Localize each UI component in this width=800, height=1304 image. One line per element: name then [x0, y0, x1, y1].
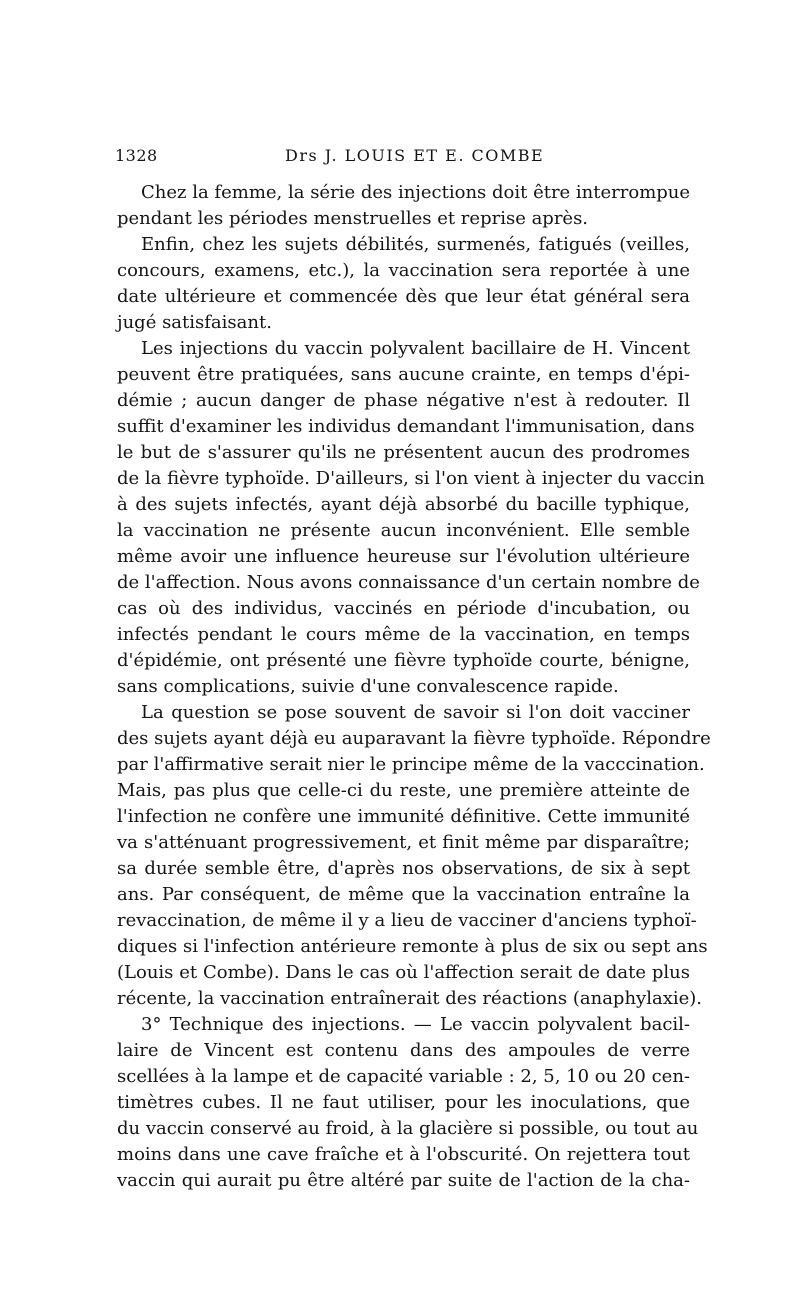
text-line: des sujets ayant déjà eu auparavant la fièvre typhoïde. Répondre: [117, 728, 711, 749]
text-line: d'épidémie, ont présenté une fièvre typhoïde courte, bénigne,: [117, 650, 690, 671]
text-line: démie ; aucun danger de phase négative n'est à redouter. Il: [117, 390, 690, 411]
text-line: cas où des individus, vaccinés en période d'incubation, ou: [117, 598, 690, 619]
text-line: la vaccination ne présente aucun inconvénient. Elle semble: [117, 520, 690, 541]
text-line: récente, la vaccination entraînerait des réactions (anaphylaxie).: [117, 988, 703, 1009]
text-line: infectés pendant le cours même de la vaccination, en temps: [117, 624, 690, 645]
text-line: de la fièvre typhoïde. D'ailleurs, si l'on vient à injecter du vaccin: [117, 468, 705, 489]
text-line: l'infection ne confère une immunité définitive. Cette immunité: [117, 806, 690, 827]
text-line: ans. Par conséquent, de même que la vaccination entraîne la: [117, 884, 690, 905]
running-head: [115, 146, 690, 168]
text-line: scellées à la lampe et de capacité variable : 2, 5, 10 ou 20 cen-: [117, 1066, 690, 1087]
text-line: (Louis et Combe). Dans le cas où l'affection serait de date plus: [117, 962, 690, 983]
text-line: suffit d'examiner les individus demandant l'immunisation, dans: [117, 416, 695, 437]
text-line: Chez la femme, la série des injections doit être interrompue: [141, 182, 691, 203]
text-line: sa durée semble être, d'après nos observations, de six à sept: [117, 858, 690, 879]
running-title: Drs J. LOUIS ET E. COMBE: [285, 146, 545, 165]
text-line: sans complications, suivie d'une convalescence rapide.: [117, 676, 619, 697]
text-line: diques si l'infection antérieure remonte à plus de six ou sept ans: [117, 936, 708, 957]
text-line: vaccin qui aurait pu être altéré par suite de l'action de la cha-: [117, 1170, 690, 1191]
text-line: même avoir une influence heureuse sur l'évolution ultérieure: [117, 546, 690, 567]
text-line: jugé satisfaisant.: [117, 312, 272, 333]
body-text: [117, 180, 711, 1194]
text-line: timètres cubes. Il ne faut utiliser, pour les inoculations, que: [117, 1092, 690, 1113]
text-line: concours, examens, etc.), la vaccination sera reportée à une: [117, 260, 690, 281]
text-line: de l'affection. Nous avons connaissance d'un certain nombre de: [117, 572, 700, 593]
text-line: Mais, pas plus que celle-ci du reste, une première atteinte de: [117, 780, 690, 801]
text-line: revaccination, de même il y a lieu de vacciner d'anciens typhoï-: [117, 910, 697, 931]
text-line: La question se pose souvent de savoir si l'on doit vacciner: [141, 702, 690, 723]
text-line: Les injections du vaccin polyvalent bacillaire de H. Vincent: [141, 338, 690, 359]
text-line: le but de s'assurer qu'ils ne présentent aucun des prodromes: [117, 442, 690, 463]
text-line: par l'affirmative serait nier le principe même de la vacccination.: [117, 754, 705, 775]
text-line: Enfin, chez les sujets débilités, surmenés, fatigués (veilles,: [141, 234, 690, 255]
text-line: moins dans une cave fraîche et à l'obscurité. On rejettera tout: [117, 1144, 690, 1165]
text-line: laire de Vincent est contenu dans des ampoules de verre: [117, 1040, 690, 1061]
text-line: va s'atténuant progressivement, et finit même par disparaître;: [117, 832, 690, 853]
text-line: date ultérieure et commencée dès que leur état général sera: [117, 286, 690, 307]
text-line: peuvent être pratiquées, sans aucune crainte, en temps d'épi-: [117, 364, 690, 385]
page-number: 1328: [115, 146, 158, 165]
text-line: à des sujets infectés, ayant déjà absorbé du bacille typhique,: [117, 494, 690, 515]
text-line: pendant les périodes menstruelles et reprise après.: [117, 208, 589, 229]
text-line: du vaccin conservé au froid, à la glacière si possible, ou tout au: [117, 1118, 699, 1139]
text-line: 3° Technique des injections. — Le vaccin polyvalent bacil-: [141, 1014, 690, 1035]
